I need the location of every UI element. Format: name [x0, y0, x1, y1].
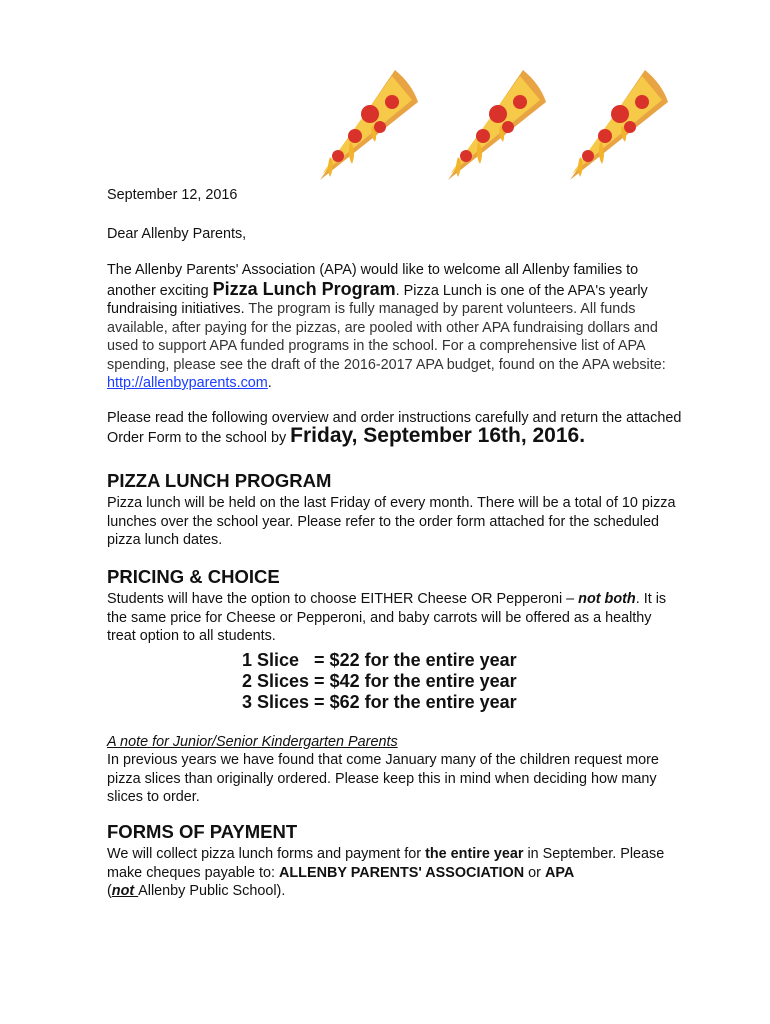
intro-paragraph: [107, 261, 682, 393]
apa-website-link[interactable]: http://allenbyparents.com: [107, 375, 268, 391]
pizza-slice-icon: [300, 62, 420, 187]
payee-name: ALLENBY PARENTS' ASSOCIATION: [279, 864, 525, 881]
section-heading: FORMS OF PAYMENT: [107, 820, 298, 842]
instructions-text: Please read the following overview and order instructions carefully and return the attached Order Form to the school by: [107, 409, 682, 446]
paren-open: (: [107, 883, 112, 899]
price-line: 1 Slice = $22 for the entire year: [242, 649, 517, 670]
entire-year-emphasis: the entire year: [425, 846, 524, 862]
intro-text-2: . Pizza Lunch is one of the APA's yearly fundraising initiatives.: [107, 282, 648, 317]
pizza-illustrations: [300, 62, 660, 192]
intro-end: .: [267, 375, 272, 391]
or-text: or: [524, 864, 545, 881]
not-both-emphasis: not both: [578, 591, 636, 607]
salutation: Dear Allenby Parents,: [107, 225, 247, 242]
order-instructions: [107, 409, 682, 448]
paren-rest: Allenby Public School).: [138, 883, 286, 899]
letter-date: September 12, 2016: [107, 187, 238, 203]
apa-abbrev: APA: [544, 864, 575, 881]
price-list: [242, 650, 682, 713]
payment-section: [107, 820, 682, 901]
section-body: [107, 590, 682, 646]
pricing-text-2: . It is the same price for Cheese or Pepperoni, and baby carrots will be offered as a healthy treat option to all students.: [107, 591, 667, 644]
letter-body: [107, 186, 682, 901]
payment-text-1: We will collect pizza lunch forms and payment for: [107, 846, 426, 862]
pizza-slice-icon: [428, 62, 548, 187]
price-line: 3 Slices = $62 for the entire year: [242, 691, 517, 712]
deadline-date: Friday, September 16th, 2016.: [290, 424, 586, 447]
section-heading: PIZZA LUNCH PROGRAM: [107, 469, 332, 491]
payment-text-2: in September. Please make cheques payable to:: [107, 846, 665, 881]
section-heading: PRICING & CHOICE: [107, 565, 280, 587]
price-line: 2 Slices = $42 for the entire year: [242, 670, 517, 691]
pricing-section: [107, 565, 682, 807]
kindergarten-note-title: A note for Junior/Senior Kindergarten Parents: [107, 733, 398, 750]
program-name: Pizza Lunch Program: [212, 278, 396, 299]
intro-text-1: The Allenby Parents' Association (APA) would like to welcome all Allenby families to another exciting: [107, 262, 639, 299]
pizza-slice-icon: [550, 62, 670, 187]
section-body: Pizza lunch will be held on the last Friday of every month. There will be a total of 10 pizza lunches over the school year. Please refer to the order form attached for the scheduled pizza lunch dates.: [107, 495, 676, 548]
pricing-text-1: Students will have the option to choose EITHER Cheese OR Pepperoni –: [107, 591, 579, 607]
intro-text-3: The program is fully managed by parent volunteers. All funds available, after paying for the pizzas, are pooled with other APA fundraising dollars and used to support APA funded programs in the school. For a comprehensive list of APA spending, please see the draft of the 2016-2017 APA budget, found on the APA website:: [107, 301, 666, 373]
not-emphasis: not: [111, 883, 139, 899]
section-body: [107, 845, 682, 901]
pizza-program-section: [107, 469, 682, 550]
kindergarten-note-body: In previous years we have found that come January many of the children request more pizza slices than originally ordered. Please keep this in mind when deciding how many slices to order.: [107, 752, 659, 805]
